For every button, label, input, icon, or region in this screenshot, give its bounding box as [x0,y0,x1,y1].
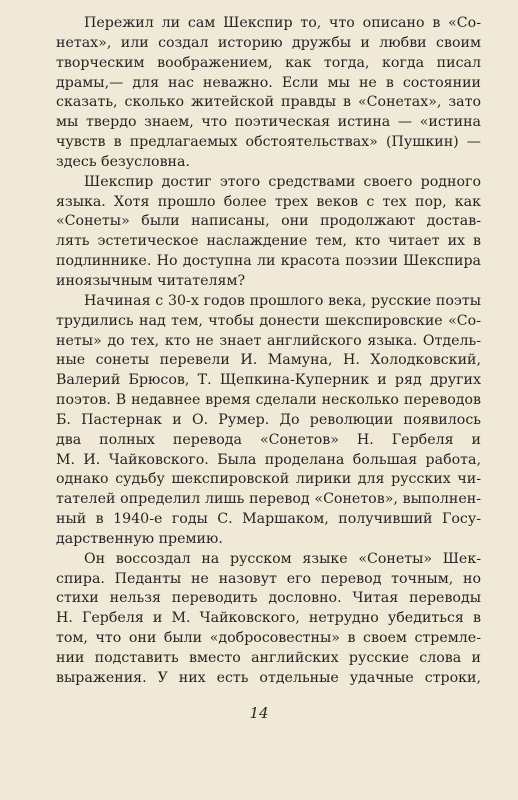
paragraph [56,292,481,550]
text-line: поэтов. В недавнее время сделали несколько переводов [56,392,481,409]
text-line: языка. Хотя прошло более трех веков с тех пор, как [56,193,481,210]
paragraph [56,14,481,173]
text-line: иноязычным читателям? [56,272,246,289]
text-line: здесь безусловна. [56,153,190,170]
text-line: Он воссоздал на русском языке «Сонеты» Шек- [84,550,481,567]
page-number: 14 [249,704,269,722]
text-line: мы твердо знаем, что поэтическая истина — «истина [56,114,481,131]
text-line: сказать, сколько житейской правды в «Сонетах», зато [56,94,481,111]
text-line: Пережил ли сам Шекспир то, что описано в «Со- [84,15,481,31]
text-line: ные сонеты перевели И. Мамуна, Н. Холодковский, [56,352,481,369]
text-line: нии подставить вместо английских русские слова и [56,650,481,666]
text-line: неты» до тех, кто не знает английского языка. Отдель- [56,332,481,349]
text-line: ный в 1940-е годы С. Маршаком, получивший Госу- [56,511,481,528]
text-line: нетах», или создал историю дружбы и любви своим [56,34,481,51]
paragraph [56,550,481,689]
text-line: подлиннике. Но доступна ли красота поэзии Шекспира [56,253,481,270]
text-line: творческим воображением, как тогда, когда писал [56,54,481,71]
text-line: том, что они были «добросовестны» в своем стремле- [56,630,481,647]
text-line: выражения. У них есть отдельные удачные строки, [56,669,481,686]
text-line: Валерий Брюсов, Т. Щепкина-Куперник и ряд других [56,372,481,389]
text-line: Б. Пастернак и О. Румер. До революции появилось [56,411,481,428]
paragraph [56,173,481,292]
text-line: М. И. Чайковского. Была проделана большая работа, [56,451,481,468]
text-line: Шекспир достиг этого средствами своего родного [84,173,481,190]
text-line: однако судьбу шекспировской лирики для русских чи- [56,471,481,488]
text-line: чувств в предлагаемых обстоятельствах» (Пушкин) — [56,134,481,151]
text-line: дарственную премию. [56,530,223,547]
text-line: «Сонеты» были написаны, они продолжают достав- [56,213,481,230]
text-line: трудились над тем, чтобы донести шекспировские «Со- [56,312,481,329]
text-line: тателей определил лишь перевод «Сонетов», выполнен- [56,491,481,508]
text-line: стихи нельзя переводить дословно. Читая переводы [56,590,481,607]
text-line: Н. Гербеля и М. Чайковского, нетрудно убедиться в [56,610,481,627]
text-line: два полных перевода «Сонетов» Н. Гербеля и [56,431,481,448]
text-line: лять эстетическое наслаждение тем, кто читает их в [56,233,481,250]
text-line: драмы,— для нас неважно. Если мы не в состоянии [56,74,481,91]
body-text [56,14,481,689]
text-line: Начиная с 30-х годов прошлого века, русские поэты [84,292,481,309]
text-line: спира. Педанты не назовут его перевод точным, но [56,570,481,587]
